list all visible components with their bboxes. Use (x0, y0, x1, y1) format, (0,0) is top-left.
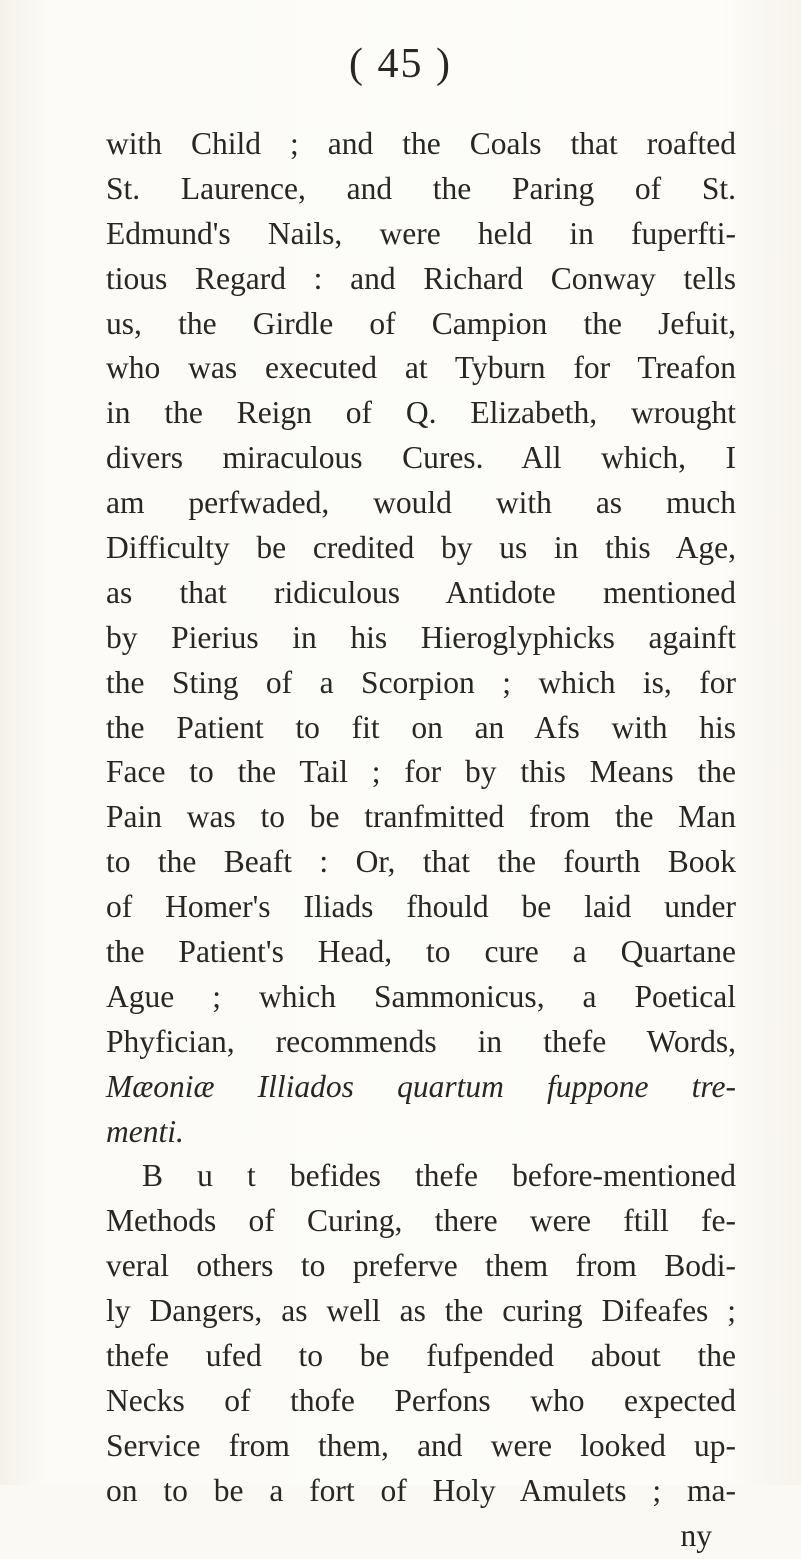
text-line: with Child ; and the Coals that roafted (106, 126, 736, 161)
paragraph-start-line: B u t befides thefe before-mentioned (142, 1158, 736, 1194)
text-line: us, the Girdle of Campion the Jefuit, (106, 305, 736, 341)
text-line: divers miraculous Cures. All which, I (106, 440, 736, 476)
text-line: Pain was to be tranfmitted from the Man (106, 799, 736, 835)
text-line: Difficulty be credited by us in this Age, (106, 530, 736, 566)
text-line: by Pierius in his Hieroglyphicks againft (106, 619, 736, 655)
text-line: am perfwaded, would with as much (106, 485, 736, 521)
body-text (106, 122, 736, 1559)
text-line: Necks of thofe Perfons who expected (106, 1382, 736, 1418)
text-line: in the Reign of Q. Elizabeth, wrought (106, 395, 736, 431)
text-line: St. Laurence, and the Paring of St. (106, 170, 736, 206)
text-line: the Sting of a Scorpion ; which is, for (106, 664, 736, 700)
latin-quotation-line: Mæoniæ Illiados quartum fuppone tre- (106, 1068, 736, 1104)
text-line: tious Regard : and Richard Conway tells (106, 260, 736, 296)
text-line: on to be a fort of Holy Amulets ; ma- (106, 1472, 736, 1508)
text-line: Methods of Curing, there were ftill fe- (106, 1203, 736, 1239)
text-line: the Patient's Head, to cure a Quartane (106, 934, 736, 970)
text-line: veral others to preferve them from Bodi- (106, 1248, 736, 1284)
page-number: ( 45 ) (349, 41, 452, 87)
catchword: ny (680, 1517, 712, 1553)
text-line: as that ridiculous Antidote mentioned (106, 574, 736, 610)
text-line: who was executed at Tyburn for Treafon (106, 350, 736, 386)
text-line: Phyfician, recommends in thefe Words, (106, 1023, 736, 1059)
text-line: ly Dangers, as well as the curing Difeafes ; (106, 1293, 736, 1329)
text-line: to the Beaft : Or, that the fourth Book (106, 844, 736, 880)
text-line: Ague ; which Sammonicus, a Poetical (106, 978, 736, 1014)
text-line: thefe ufed to be fufpended about the (106, 1338, 736, 1374)
text-line: Service from them, and were looked up- (106, 1427, 736, 1463)
latin-quotation-line: menti. (106, 1113, 184, 1149)
text-line: Face to the Tail ; for by this Means the (106, 754, 736, 790)
text-line: the Patient to fit on an Afs with his (106, 709, 736, 745)
text-line: of Homer's Iliads fhould be laid under (106, 889, 736, 925)
text-line: Edmund's Nails, were held in fuperfti- (106, 215, 736, 251)
